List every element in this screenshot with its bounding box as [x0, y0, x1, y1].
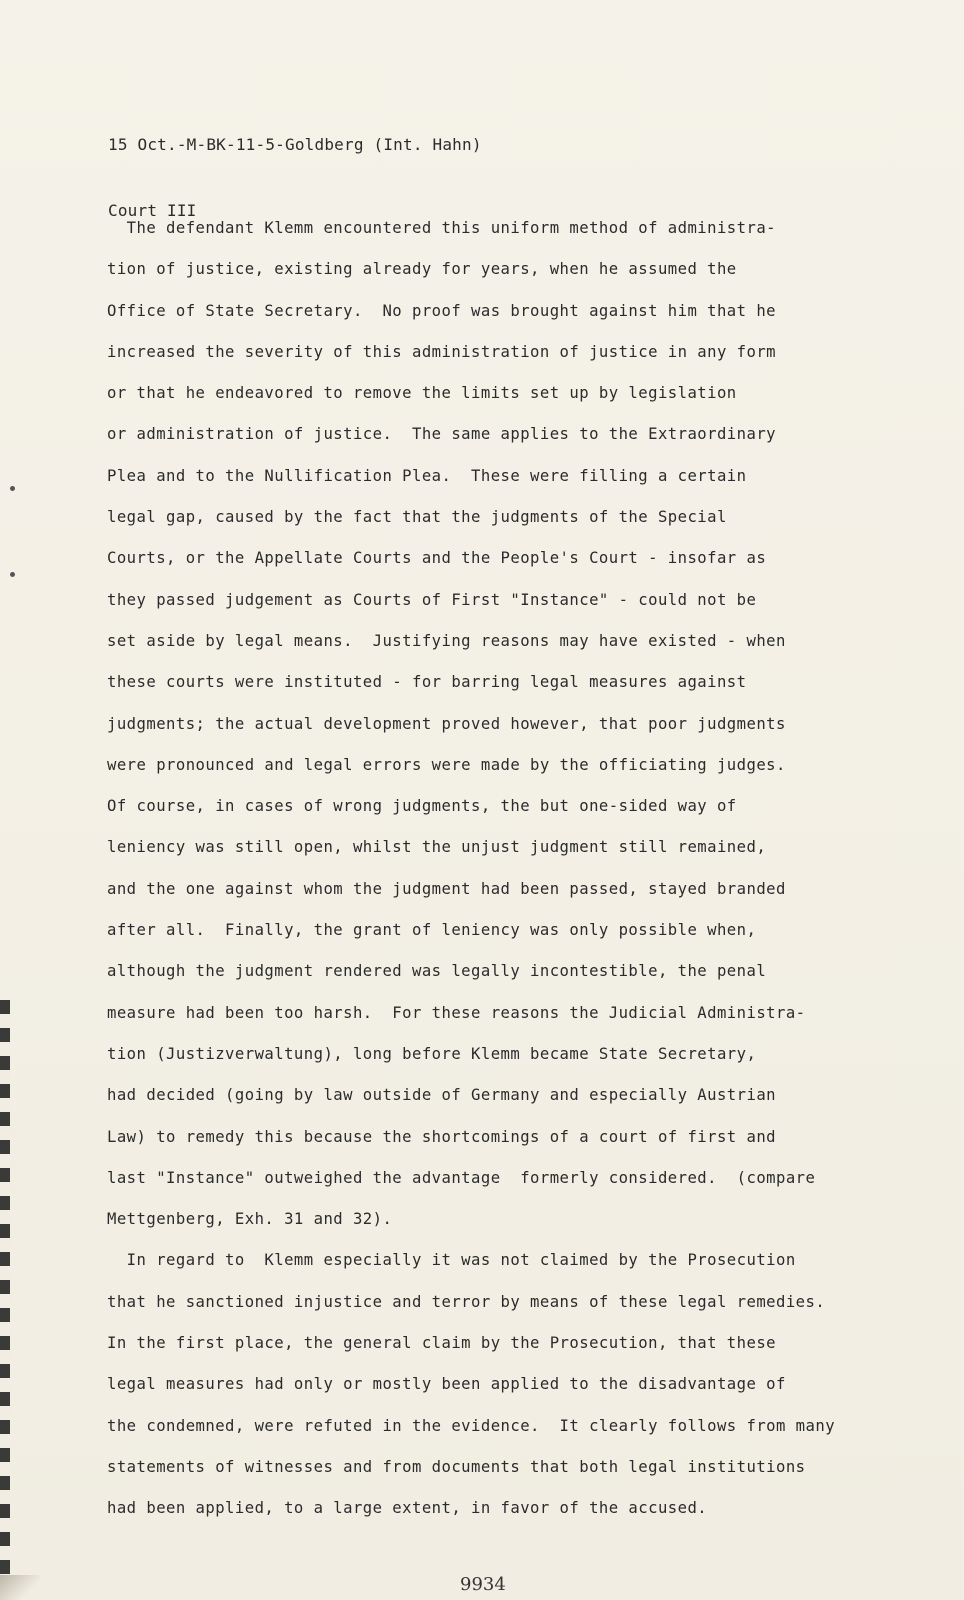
text-line: In the first place, the general claim by the Prosecution, that these [107, 1334, 776, 1353]
text-line: leniency was still open, whilst the unjust judgment still remained, [107, 838, 767, 857]
text-line: statements of witnesses and from documents that both legal institutions [107, 1457, 806, 1476]
text-line: legal measures had only or mostly been applied to the disadvantage of [107, 1375, 786, 1394]
text-line: or administration of justice. The same applies to the Extraordinary [107, 425, 776, 444]
text-line: last "Instance" outweighed the advantage formerly considered. (compare [107, 1168, 816, 1187]
text-line: these courts were instituted - for barring legal measures against [107, 673, 747, 692]
text-line: after all. Finally, the grant of leniency was only possible when, [107, 921, 757, 940]
text-line: tion of justice, existing already for years, when he assumed the [107, 260, 737, 279]
text-line: had decided (going by law outside of Germany and especially Austrian [107, 1086, 776, 1105]
text-line: had been applied, to a large extent, in favor of the accused. [107, 1499, 708, 1518]
text-line: they passed judgement as Courts of First "Instance" - could not be [107, 590, 757, 609]
header-reference-line: 15 Oct.-M-BK-11-5-Goldberg (Int. Hahn) [108, 135, 482, 154]
text-line: and the one against whom the judgment had been passed, stayed branded [107, 879, 786, 898]
binding-hole-mark [10, 486, 15, 491]
text-line: the condemned, were refuted in the evidence. It clearly follows from many [107, 1416, 836, 1435]
document-body [107, 208, 887, 1530]
paragraph-2 [107, 1240, 887, 1529]
text-line: set aside by legal means. Justifying reasons may have existed - when [107, 631, 786, 650]
text-line: The defendant Klemm encountered this uniform method of administra- [107, 219, 776, 237]
text-line: that he sanctioned injustice and terror by means of these legal remedies. [107, 1292, 826, 1311]
text-line: judgments; the actual development proved however, that poor judgments [107, 714, 786, 733]
paragraph-1 [107, 208, 887, 1240]
text-line: Mettgenberg, Exh. 31 and 32). [107, 1210, 393, 1229]
header-court-line: Court III [108, 201, 197, 220]
binding-edge [0, 1000, 10, 1600]
text-line: were pronounced and legal errors were made by the officiating judges. [107, 755, 786, 774]
text-line: or that he endeavored to remove the limits set up by legislation [107, 384, 737, 403]
text-line: Law) to remedy this because the shortcomings of a court of first and [107, 1127, 776, 1146]
binding-hole-mark [10, 572, 15, 577]
text-line: Office of State Secretary. No proof was brought against him that he [107, 301, 776, 320]
text-line: Courts, or the Appellate Courts and the People's Court - insofar as [107, 549, 767, 568]
text-line: increased the severity of this administration of justice in any form [107, 342, 776, 361]
text-line: measure had been too harsh. For these reasons the Judicial Administra- [107, 1003, 806, 1022]
text-line: although the judgment rendered was legally incontestible, the penal [107, 962, 767, 981]
page-number: 9934 [460, 1574, 506, 1595]
text-line: In regard to Klemm especially it was not claimed by the Prosecution [107, 1251, 796, 1270]
text-line: tion (Justizverwaltung), long before Klemm became State Secretary, [107, 1044, 757, 1063]
text-line: Plea and to the Nullification Plea. These were filling a certain [107, 466, 747, 485]
text-line: Of course, in cases of wrong judgments, the but one-sided way of [107, 797, 737, 816]
text-line: legal gap, caused by the fact that the judgments of the Special [107, 508, 727, 527]
page-corner-fold [0, 1575, 40, 1600]
